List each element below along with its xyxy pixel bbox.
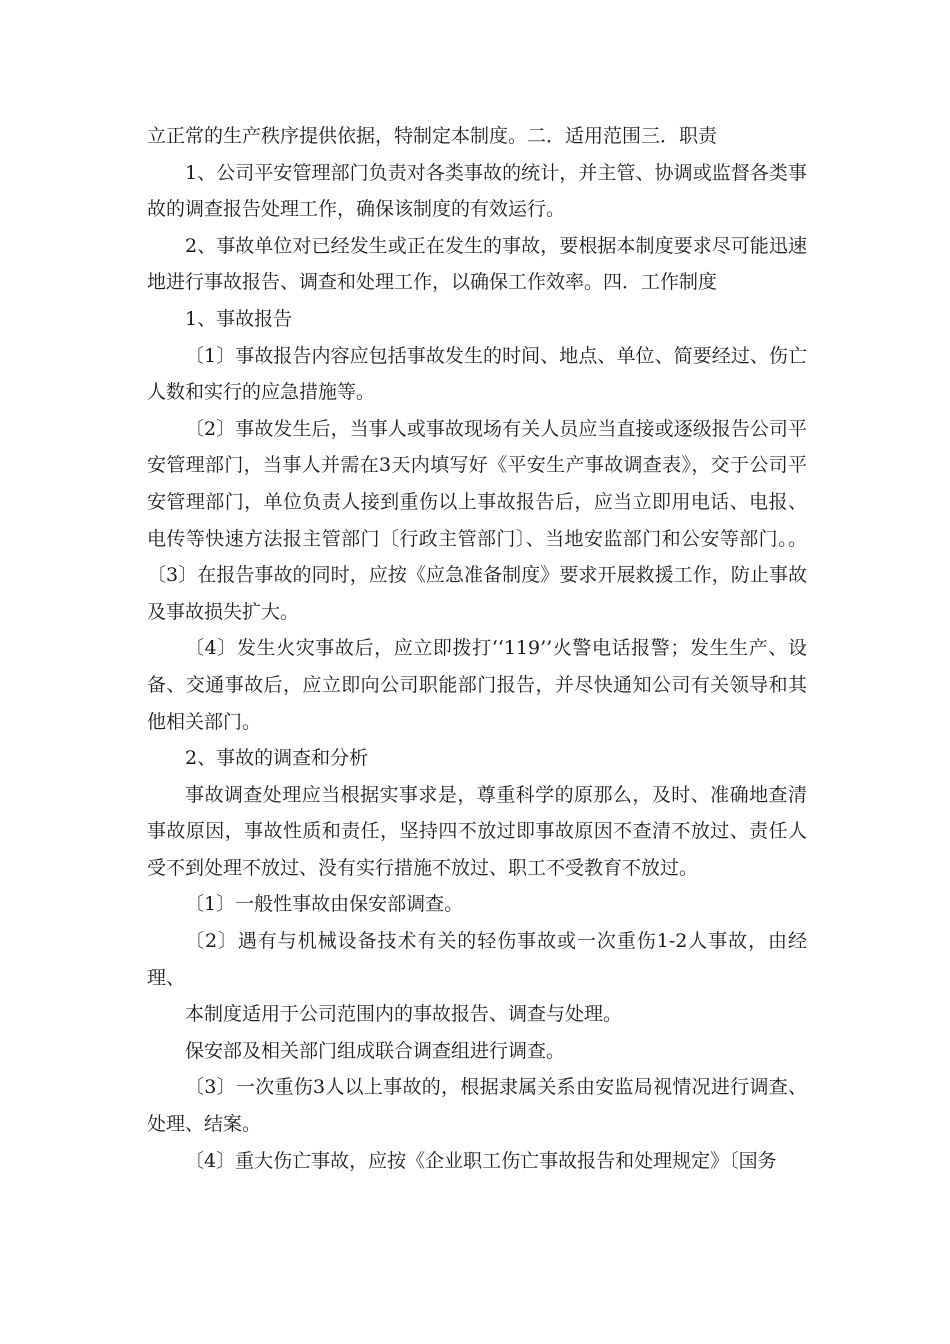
paragraph-6: 〔4〕发生火灾事故后，应立即拨打‘‘119’’火警电话报警；发生生产、设备、交通事故后，应立即向公司职能部门报告，并尽快通知公司有关领导和其他相关部门。 <box>147 637 807 733</box>
paragraph-11: 本制度适用于公司范围内的事故报告、调查与处理。 <box>185 1003 623 1026</box>
paragraph-4: 〔1〕事故报告内容应包括事故发生的时间、地点、单位、简要经过、伤亡人数和实行的应急措施等。 <box>147 344 807 404</box>
paragraph-8: 事故调查处理应当根据实事求是，尊重科学的原那么，及时、准确地查清事故原因，事故性质和责任，坚持四不放过即事故原因不查清不放过、责任人受不到处理不放过、没有实行措施不放过、职工不受教育不放过。 <box>147 783 807 879</box>
paragraph-9: 〔1〕一般性事故由保安部调查。 <box>185 893 464 916</box>
paragraph-7: 2、事故的调查和分析 <box>185 747 369 770</box>
paragraph-13: 〔3〕一次重伤3人以上事故的，根据隶属关系由安监局视情况进行调查、处理、结案。 <box>147 1076 807 1136</box>
paragraph-5: 〔2〕事故发生后，当事人或事故现场有关人员应当直接或逐级报告公司平安管理部门，当事人并需在3天内填写好《平安生产事故调查表》，交于公司平安管理部门，单位负责人接到重伤以上事故报告后，应当立即用电话、电报、电传等快速方法报主管部门〔行政主管部门〕、当地安监部门和公安等部门。。〔3〕在报告事故的同时，应按《应急准备制度》要求开展救援工作，防止事故及事故损失扩大。 <box>147 417 807 623</box>
paragraph-0: 立正常的生产秩序提供依据，特制定本制度。二．适用范围三．职责 <box>147 125 718 147</box>
paragraph-10: 〔2〕遇有与机械设备技术有关的轻伤事故或一次重伤1-2人事故，由经理、 <box>147 930 807 989</box>
paragraph-3: 1、事故报告 <box>185 307 293 330</box>
paragraph-2: 2、事故单位对已经发生或正在发生的事故，要根据本制度要求尽可能迅速地进行事故报告、调查和处理工作，以确保工作效率。四．工作制度 <box>147 234 807 294</box>
paragraph-1: 1、公司平安管理部门负责对各类事故的统计，并主管、协调或监督各类事故的调查报告处理工作，确保该制度的有效运行。 <box>147 161 807 221</box>
paragraph-14: 〔4〕重大伤亡事故，应按《企业职工伤亡事故报告和处理规定》〔国务 <box>185 1149 777 1172</box>
paragraph-12: 保安部及相关部门组成联合调查组进行调查。 <box>185 1039 566 1062</box>
document-body <box>147 118 807 1179</box>
